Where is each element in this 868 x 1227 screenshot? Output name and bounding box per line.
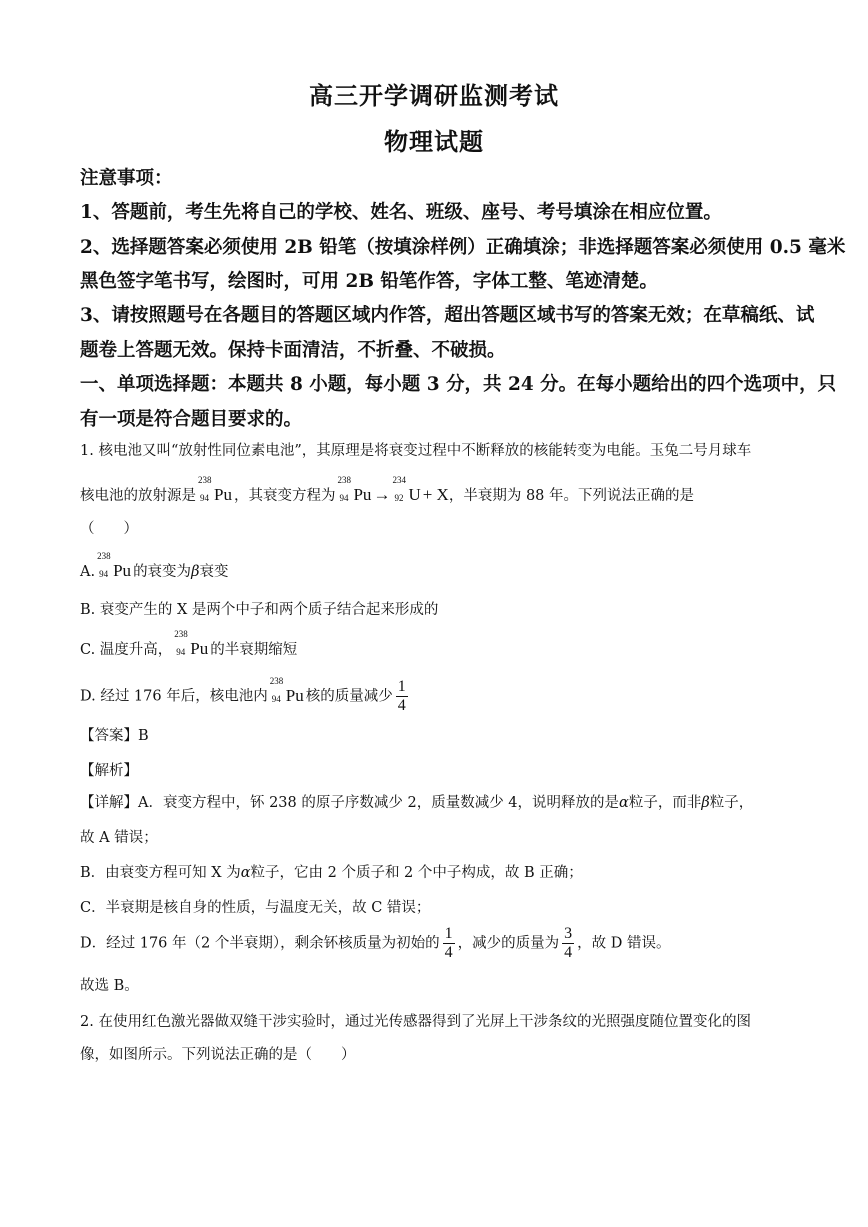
beta-symbol: β xyxy=(191,564,200,580)
q1-option-a: A. 238 94 Pu 的衰变为β衰变 xyxy=(80,551,229,580)
section-1-line-2: 有一项是符合题目要求的。 xyxy=(80,409,303,430)
q1-option-c: C. 温度升高， 238 94 Pu 的半衰期缩短 xyxy=(80,629,298,658)
q1-answer: 【答案】B xyxy=(80,728,149,744)
q1-detail-b: B．由衰变方程可知 X 为α粒子，它由 2 个质子和 2 个中子构成，故 B 正确； xyxy=(80,865,583,881)
q1-answer-paren: （ ） xyxy=(80,521,138,537)
q1-stem-line-1: 1. 核电池又叫“放射性同位素电池”，其原理是将衰变过程中不断释放的核能转变为电能。玉兔二号月球车 xyxy=(80,443,752,459)
notice-item-2-line-2: 黑色签字笔书写，绘图时，可用 2B 铅笔作答，字体工整、笔迹清楚。 xyxy=(80,271,658,292)
pu-238-nuclide: 238 94 Pu xyxy=(269,675,304,705)
alpha-symbol: α xyxy=(240,865,251,881)
q1-option-d: D. 经过 176 年后，核电池内 238 94 Pu 核的质量减少 $\frac{1}{4}$ xyxy=(80,675,406,714)
q1-analysis-heading: 【解析】 xyxy=(80,763,138,779)
q1-stem-part-a: 核电池的放射源是 xyxy=(80,488,196,504)
fraction-one-quarter: $\frac{1}{4}$ xyxy=(444,925,453,961)
notice-item-3-line-1: 3、请按照题号在各题目的答题区域内作答，超出答题区域书写的答案无效；在草稿纸、试 xyxy=(80,305,815,326)
pu-238-nuclide: 238 94 Pu xyxy=(198,475,232,504)
notice-item-3-line-2: 题卷上答题无效。保持卡面清洁，不折叠、不破损。 xyxy=(80,340,506,361)
notice-item-2-line-1: 2、选择题答案必须使用 2B 铅笔（按填涂样例）正确填涂；非选择题答案必须使用 0.5 毫米 xyxy=(80,237,846,258)
equation-plus-x: + X xyxy=(422,485,449,504)
q1-stem-part-b: ，其衰变方程为 xyxy=(233,488,336,504)
q1-detail-d: D．经过 176 年（2 个半衰期），剩余钚核质量为初始的 $\frac{1}{4}$ ，减少的质量为 $\frac{3}{4}$ ，故 D 错误。 xyxy=(80,925,671,961)
pu-238-nuclide: 238 94 Pu xyxy=(97,551,132,580)
q1-option-b: B. 衰变产生的 X 是两个中子和两个质子结合起来形成的 xyxy=(80,602,439,618)
equation-pu-nuclide: 238 94 Pu xyxy=(337,475,372,504)
fraction-one-quarter: $\frac{1}{4}$ xyxy=(397,678,406,714)
notice-item-1: 1、答题前，考生先将自己的学校、姓名、班级、座号、考号填涂在相应位置。 xyxy=(80,202,722,223)
q1-detail-line-1: 【详解】A．衰变方程中，钚 238 的原子序数减少 2，质量数减少 4，说明释放的是α粒子，而非β粒子， xyxy=(80,795,754,811)
pu-238-nuclide: 238 94 Pu xyxy=(174,629,209,658)
equation-u-nuclide: 234 92 U xyxy=(392,475,421,504)
q1-stem-line-2 xyxy=(80,475,798,505)
notice-heading: 注意事项： xyxy=(80,168,173,189)
q1-detail-c: C．半衰期是核自身的性质，与温度无关，故 C 错误； xyxy=(80,900,431,916)
fraction-three-quarters: $\frac{3}{4}$ xyxy=(564,925,573,961)
q2-stem-line-1: 2. 在使用红色激光器做双缝干涉实验时，通过光传感器得到了光屏上干涉条纹的光照强度随位置变化的图 xyxy=(80,1014,751,1030)
q1-stem-part-c: ，半衰期为 88 年。下列说法正确的是 xyxy=(448,488,695,504)
exam-title: 高三开学调研监测考试 xyxy=(309,81,559,110)
alpha-symbol: α xyxy=(619,795,629,811)
equation-arrow: → xyxy=(373,485,391,504)
q1-detail-line-2: 故 A 错误； xyxy=(80,830,158,846)
section-1-line-1: 一、单项选择题：本题共 8 小题，每小题 3 分，共 24 分。在每小题给出的四个选项中，只 xyxy=(80,374,837,395)
q2-stem-line-2: 像，如图所示。下列说法正确的是（ ） xyxy=(80,1047,356,1063)
beta-symbol: β xyxy=(701,795,710,811)
q1-conclusion: 故选 B。 xyxy=(80,978,139,994)
exam-subtitle: 物理试题 xyxy=(384,127,484,156)
